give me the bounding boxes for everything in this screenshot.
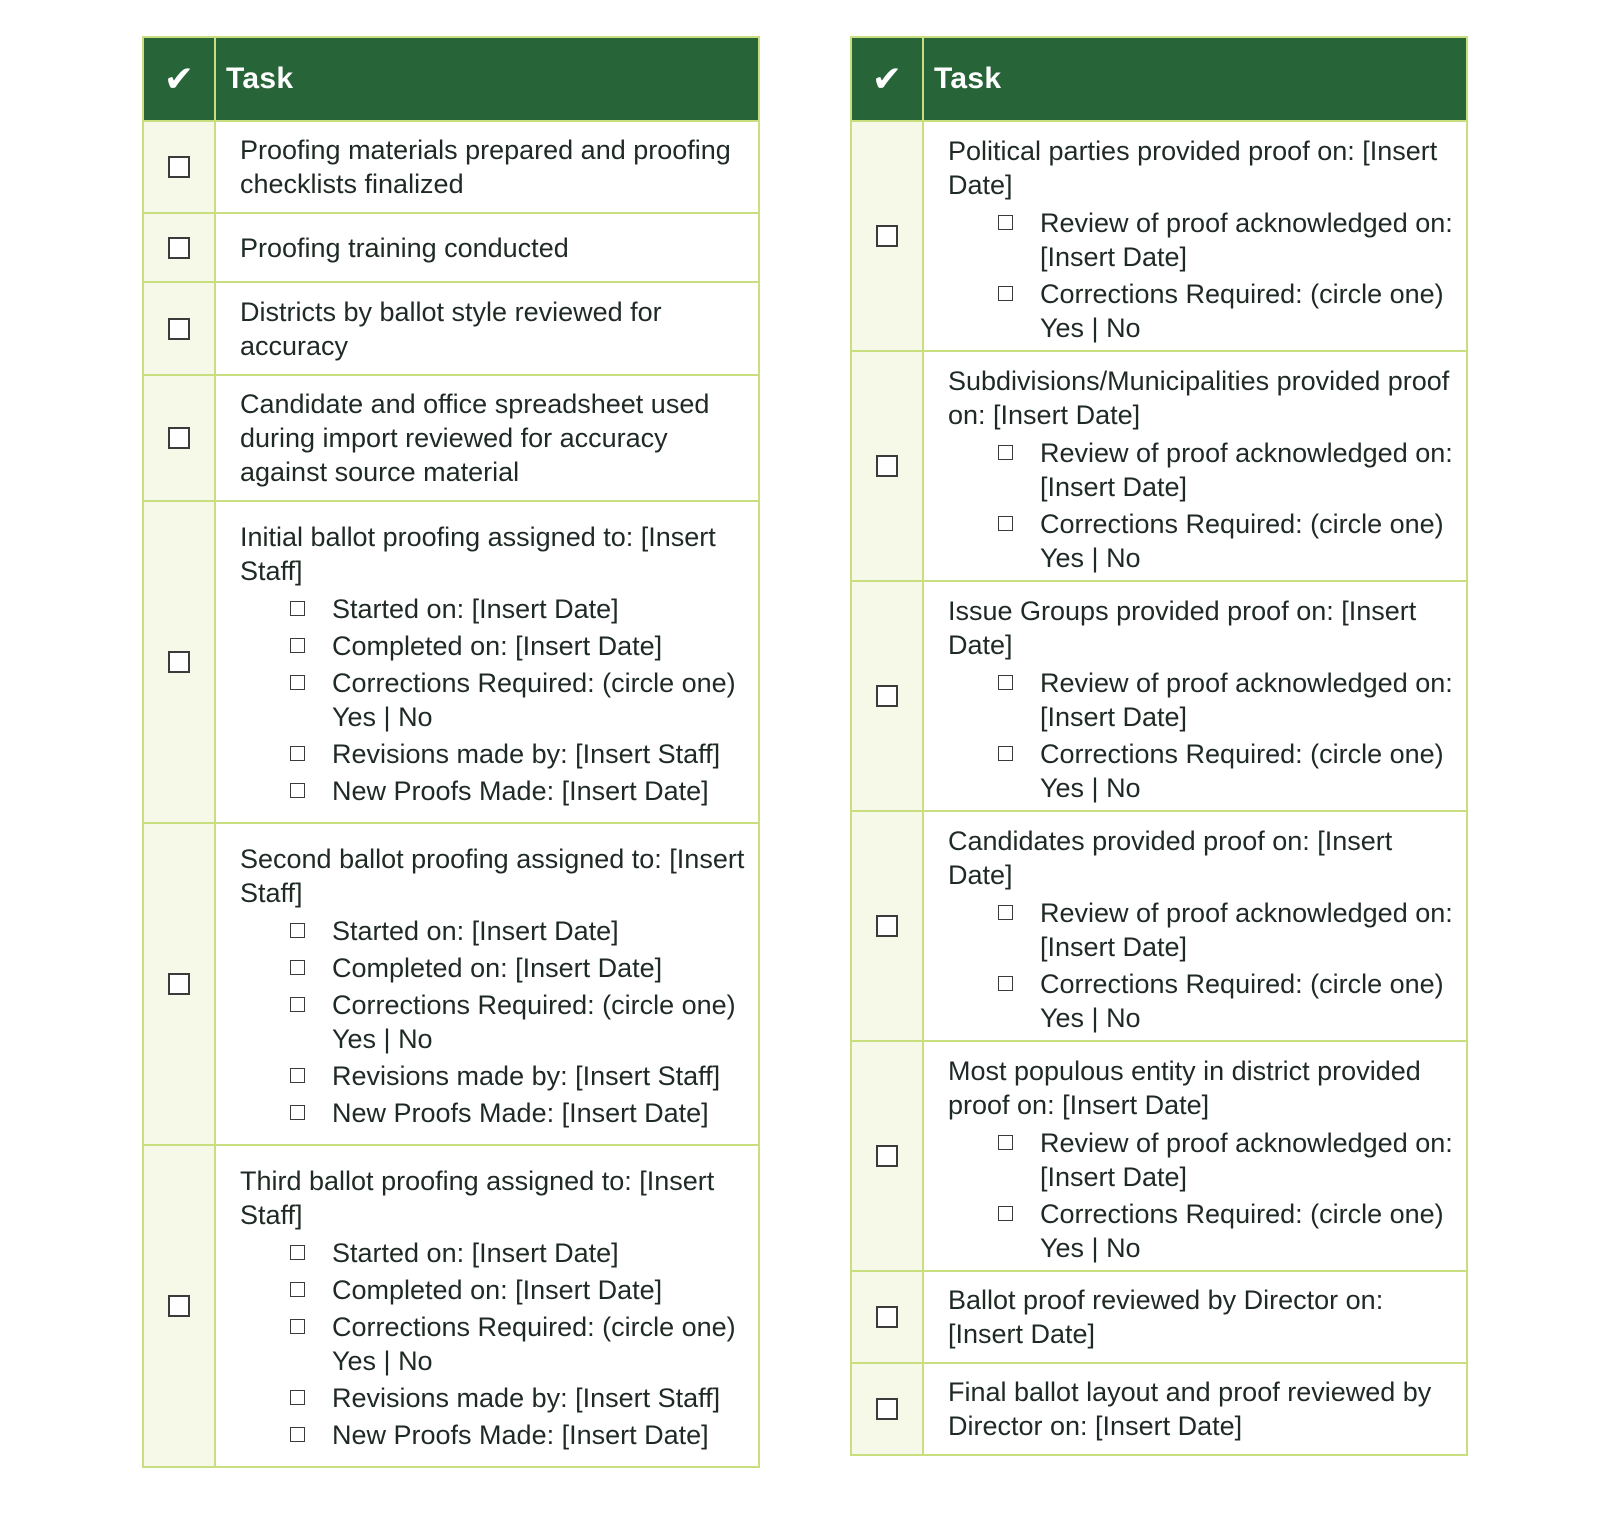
subtask-text: Started on: [Insert Date] <box>332 1238 619 1268</box>
subtask-checkbox[interactable] <box>290 1319 305 1334</box>
subtask-checkbox[interactable] <box>290 675 305 690</box>
task-checkbox[interactable] <box>876 915 898 937</box>
subtask-item <box>948 896 1460 964</box>
subtask-text: Corrections Required: (circle one) Yes | No <box>1040 1199 1444 1263</box>
task-text: Candidate and office spreadsheet used during import reviewed for accuracy against source material <box>240 389 710 487</box>
subtask-checkbox[interactable] <box>290 1245 305 1260</box>
subtask-item <box>240 666 752 734</box>
task-text: Final ballot layout and proof reviewed by Director on: [Insert Date] <box>948 1377 1432 1441</box>
subtask-checkbox[interactable] <box>998 215 1013 230</box>
subtask-list <box>240 592 752 808</box>
table-row <box>852 350 1466 580</box>
subtask-text: Review of proof acknowledged on: [Insert Date] <box>1040 1128 1453 1192</box>
subtask-list <box>948 206 1460 345</box>
task-checkbox[interactable] <box>876 1145 898 1167</box>
subtask-item <box>240 951 752 985</box>
table-row <box>852 580 1466 810</box>
task-checkbox[interactable] <box>168 156 190 178</box>
subtask-item <box>948 206 1460 274</box>
subtask-list <box>948 1126 1460 1265</box>
subtask-text: New Proofs Made: [Insert Date] <box>332 1420 709 1450</box>
table-row <box>852 1040 1466 1270</box>
subtask-item <box>948 436 1460 504</box>
subtask-text: Review of proof acknowledged on: [Insert Date] <box>1040 208 1453 272</box>
subtask-text: Corrections Required: (circle one) Yes | No <box>332 990 736 1054</box>
subtask-item <box>240 988 752 1056</box>
task-text: Political parties provided proof on: [Insert Date] <box>948 136 1438 200</box>
subtask-item <box>948 507 1460 575</box>
task-checkbox[interactable] <box>168 318 190 340</box>
subtask-text: Completed on: [Insert Date] <box>332 631 663 661</box>
subtask-text: New Proofs Made: [Insert Date] <box>332 776 709 806</box>
left-checklist-table <box>142 36 760 1468</box>
table-row <box>852 1362 1466 1454</box>
subtask-item <box>240 1310 752 1378</box>
checkmark-icon: ✔ <box>871 58 903 99</box>
subtask-checkbox[interactable] <box>290 1282 305 1297</box>
subtask-text: Corrections Required: (circle one) Yes | No <box>332 1312 736 1376</box>
table-row <box>852 120 1466 350</box>
subtask-checkbox[interactable] <box>998 445 1013 460</box>
subtask-text: Corrections Required: (circle one) Yes | No <box>332 668 736 732</box>
subtask-checkbox[interactable] <box>998 286 1013 301</box>
subtask-text: Corrections Required: (circle one) Yes | No <box>1040 279 1444 343</box>
subtask-item <box>240 1096 752 1130</box>
task-checkbox[interactable] <box>876 1398 898 1420</box>
task-text: Second ballot proofing assigned to: [Insert Staff] <box>240 844 745 908</box>
task-text: Candidates provided proof on: [Insert Date] <box>948 826 1393 890</box>
subtask-checkbox[interactable] <box>998 675 1013 690</box>
table-header <box>144 38 758 120</box>
subtask-checkbox[interactable] <box>290 746 305 761</box>
task-text: Most populous entity in district provided proof on: [Insert Date] <box>948 1056 1421 1120</box>
table-row <box>144 1144 758 1466</box>
subtask-item <box>240 1273 752 1307</box>
task-text: Issue Groups provided proof on: [Insert Date] <box>948 596 1417 660</box>
subtask-text: Completed on: [Insert Date] <box>332 953 663 983</box>
right-checklist-table <box>850 36 1468 1456</box>
subtask-item <box>948 1197 1460 1265</box>
subtask-text: New Proofs Made: [Insert Date] <box>332 1098 709 1128</box>
subtask-checkbox[interactable] <box>290 601 305 616</box>
task-text: Districts by ballot style reviewed for accuracy <box>240 296 662 361</box>
subtask-text: Started on: [Insert Date] <box>332 594 619 624</box>
subtask-checkbox[interactable] <box>998 516 1013 531</box>
subtask-text: Review of proof acknowledged on: [Insert Date] <box>1040 668 1453 732</box>
subtask-item <box>240 1418 752 1452</box>
subtask-item <box>948 737 1460 805</box>
subtask-checkbox[interactable] <box>998 1206 1013 1221</box>
task-text: Initial ballot proofing assigned to: [Insert Staff] <box>240 522 716 586</box>
subtask-checkbox[interactable] <box>998 746 1013 761</box>
task-text: Third ballot proofing assigned to: [Insert Staff] <box>240 1166 715 1230</box>
subtask-text: Completed on: [Insert Date] <box>332 1275 663 1305</box>
subtask-item <box>240 774 752 808</box>
left-table-body <box>144 120 758 1466</box>
subtask-list <box>948 666 1460 805</box>
subtask-checkbox[interactable] <box>290 1105 305 1120</box>
table-row <box>144 120 758 212</box>
task-checkbox[interactable] <box>876 225 898 247</box>
task-header-label: Task <box>226 62 294 95</box>
table-row <box>144 212 758 281</box>
subtask-checkbox[interactable] <box>998 976 1013 991</box>
subtask-item <box>948 666 1460 734</box>
subtask-item <box>240 737 752 771</box>
subtask-checkbox[interactable] <box>290 1390 305 1405</box>
subtask-checkbox[interactable] <box>290 960 305 975</box>
subtask-checkbox[interactable] <box>290 783 305 798</box>
table-row <box>144 500 758 822</box>
subtask-checkbox[interactable] <box>290 923 305 938</box>
subtask-item <box>240 592 752 626</box>
subtask-item <box>948 967 1460 1035</box>
subtask-text: Revisions made by: [Insert Staff] <box>332 1061 721 1091</box>
subtask-checkbox[interactable] <box>290 997 305 1012</box>
subtask-checkbox[interactable] <box>290 1068 305 1083</box>
subtask-checkbox[interactable] <box>290 638 305 653</box>
subtask-item <box>240 914 752 948</box>
subtask-checkbox[interactable] <box>998 1135 1013 1150</box>
task-checkbox[interactable] <box>876 685 898 707</box>
subtask-item <box>948 1126 1460 1194</box>
task-checkbox[interactable] <box>168 973 190 995</box>
subtask-checkbox[interactable] <box>998 905 1013 920</box>
subtask-text: Corrections Required: (circle one) Yes | No <box>1040 969 1444 1033</box>
task-checkbox[interactable] <box>168 1295 190 1317</box>
subtask-item <box>240 1381 752 1415</box>
subtask-item <box>240 629 752 663</box>
subtask-item <box>240 1236 752 1270</box>
table-row <box>144 374 758 500</box>
task-checkbox[interactable] <box>168 427 190 449</box>
subtask-text: Review of proof acknowledged on: [Insert Date] <box>1040 898 1453 962</box>
task-checkbox[interactable] <box>876 455 898 477</box>
subtask-item <box>948 277 1460 345</box>
table-row <box>852 810 1466 1040</box>
task-checkbox[interactable] <box>168 237 190 259</box>
task-checkbox[interactable] <box>168 651 190 673</box>
subtask-text: Corrections Required: (circle one) Yes | No <box>1040 739 1444 803</box>
table-row <box>852 1270 1466 1362</box>
table-header <box>852 38 1466 120</box>
task-text: Ballot proof reviewed by Director on: [Insert Date] <box>948 1285 1384 1349</box>
subtask-checkbox[interactable] <box>290 1427 305 1442</box>
right-table-body <box>852 120 1466 1454</box>
subtask-text: Review of proof acknowledged on: [Insert Date] <box>1040 438 1453 502</box>
subtask-text: Revisions made by: [Insert Staff] <box>332 739 721 769</box>
task-text: Proofing materials prepared and proofing checklists finalized <box>240 135 731 199</box>
task-text: Subdivisions/Municipalities provided proof on: [Insert Date] <box>948 366 1450 430</box>
task-text: Proofing training conducted <box>240 232 569 263</box>
checkmark-icon: ✔ <box>163 58 195 99</box>
subtask-list <box>240 1236 752 1452</box>
subtask-text: Started on: [Insert Date] <box>332 916 619 946</box>
subtask-list <box>240 914 752 1130</box>
table-row <box>144 822 758 1144</box>
subtask-list <box>948 436 1460 575</box>
subtask-list <box>948 896 1460 1035</box>
task-checkbox[interactable] <box>876 1306 898 1328</box>
subtask-text: Revisions made by: [Insert Staff] <box>332 1383 721 1413</box>
subtask-text: Corrections Required: (circle one) Yes | No <box>1040 509 1444 573</box>
subtask-item <box>240 1059 752 1093</box>
task-header-label: Task <box>934 62 1002 95</box>
table-row <box>144 281 758 374</box>
